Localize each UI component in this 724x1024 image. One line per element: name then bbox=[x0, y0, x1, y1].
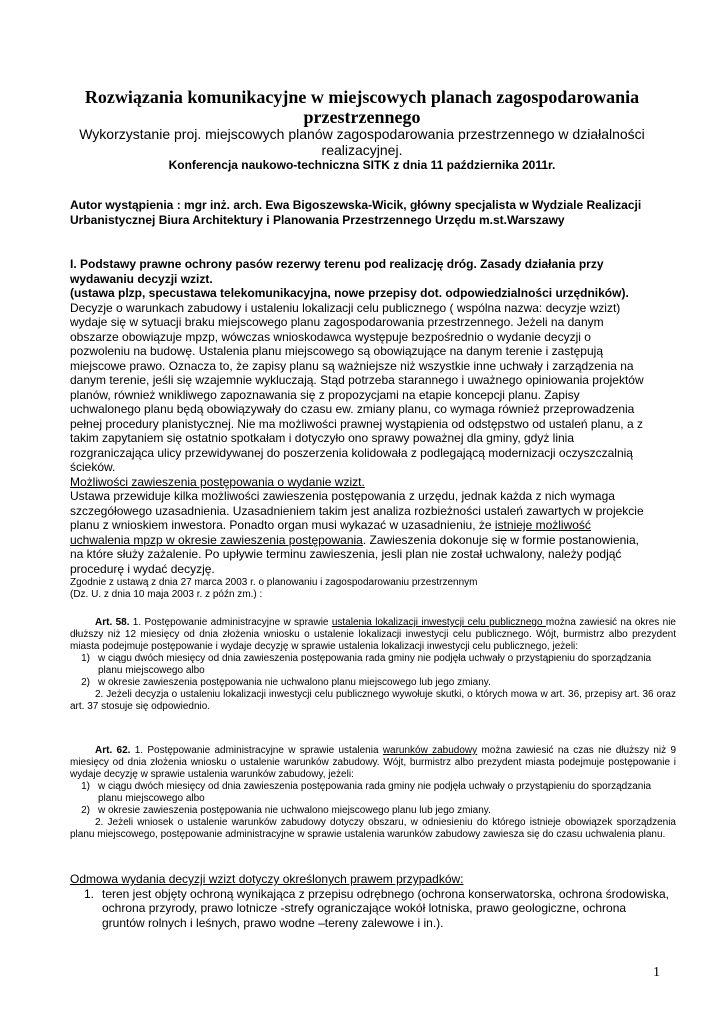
suspension-rest-1: . Zawieszenia dokonuje się w formie postanowienia, bbox=[362, 532, 639, 547]
title-line-1: Rozwiązania komunikacyjne w miejscowych planach zagospodarowania bbox=[84, 87, 640, 107]
section-heading-line-3: (ustawa plzp, specustawa telekomunikacyjna, nowe przepisy dot. odpowiedzialności urzędników). bbox=[70, 286, 629, 300]
article-58-para-2: 2. Jeżeli decyzja o ustaleniu lokalizacji inwestycji celu publicznego wywołuje skutki, o których mowa w art. 36, przepisy art. 36 oraz art. 37 stosuje się odpowiednio. bbox=[70, 689, 676, 712]
list-item-number: 2) bbox=[81, 677, 90, 688]
subtitle-line-1: Wykorzystanie proj. miejscowych planów zagospodarowania przestrzennego w działalności bbox=[79, 126, 645, 142]
refusal-section bbox=[70, 872, 670, 930]
list-item-text: w okresie zawieszenia postępowania nie uchwalono planu miejscowego lub jego zmiany. bbox=[98, 677, 491, 688]
article-58-intro-a: 1. Postępowanie administracyjne w sprawie bbox=[129, 617, 332, 628]
article-62-para-1 bbox=[70, 745, 676, 781]
suspension-heading: Możliwości zawieszenia postępowania o wydanie wzizt. bbox=[70, 474, 365, 489]
law-reference-line-1: Zgodnie z ustawą z dnia 27 marca 2003 r. o planowaniu i zagospodarowaniu przestrzennym bbox=[70, 577, 478, 588]
article-58-label: Art. 58. bbox=[95, 617, 130, 628]
suspension-line-4 bbox=[70, 533, 670, 548]
body-line: wydaje się w sytuacji braku miejscowego planu zagospodarowania przestrzennego. Jeżeli na danym bbox=[70, 315, 604, 329]
page-number: 1 bbox=[653, 965, 660, 980]
article-62-intro-b: można zawiesić na czas nie dłuższy niż 9 miesięcy od dnia złożenia wniosku o ustalenie warunków zabudowy. Wójt, burmistrz albo prezydent miasta podejmuje postępowanie i wydaje decyzję w sprawie ustalenia warunków zabudowy, jeżeli: bbox=[70, 745, 677, 780]
author-line-1: Autor wystąpienia : mgr inż. arch. Ewa Bigoszewska-Wicik, główny specjalista w Wydziale Realizacji bbox=[70, 198, 642, 212]
body-line: planów, również wnikliwego zapoznawania się z propozycjami na etapie koncepcji planu. Zapisy bbox=[70, 387, 580, 402]
list-item bbox=[70, 653, 676, 677]
body-line: obszarze obowiązuje mpzp, wówczas wnioskodawca występuje bezpośrednio o wydanie decyzji o bbox=[70, 329, 591, 344]
article-62 bbox=[70, 745, 676, 841]
section-body bbox=[70, 301, 670, 475]
suspension-underlined-1: istnieje możliwość bbox=[494, 518, 591, 532]
document-title bbox=[60, 87, 664, 127]
suspension-underlined-2: uchwalenia mpzp w okresie zawieszenia postępowania bbox=[70, 532, 363, 547]
body-line: uchwalonego planu będą obowiązywały do czasu ew. zmiany planu, co wymaga również przeprowadzenia bbox=[70, 402, 635, 416]
list-item-text: w ciągu dwóch miesięcy od dnia zawieszenia postępowania rada gminy nie podjęła uchwały o przystąpieniu do sporządzania planu miejscowego albo bbox=[98, 781, 652, 804]
article-58-intro-underlined: ustalenia lokalizacji inwestycji celu publicznego bbox=[331, 617, 546, 628]
body-line: miejscowe prawo. Oznacza to, że zapisy planu są ważniejsze niż wszystkie inne uchwały i zarządzenia na bbox=[70, 358, 634, 373]
list-item-number: 2) bbox=[81, 805, 90, 816]
list-item bbox=[70, 677, 676, 689]
article-62-intro-a: 1. Postępowanie administracyjne w sprawie ustalenia bbox=[130, 745, 383, 756]
list-item-text: w okresie zawieszenia postępowania nie uchwalono miejscowego planu lub jego zmiany. bbox=[98, 805, 491, 816]
body-line: danym terenie, jeśli się wzajemnie wykluczają. Stąd potrzeba starannego i uważnego opiniowania projektów bbox=[70, 373, 644, 387]
suspension-rest-2: na które służy zażalenie. Po upływie terminu zawieszenia, jesli plan nie został uchwalony, należy podjąć bbox=[70, 547, 622, 561]
section-heading-line-1: I. Podstawy prawne ochrony pasów rezerwy terenu pod realizację dróg. Zasady działania przy bbox=[70, 257, 604, 271]
refusal-heading: Odmowa wydania decyzji wzizt dotyczy określonych prawem przypadków: bbox=[70, 872, 464, 886]
section-heading-line-2: wydawaniu decyzji wzizt. bbox=[70, 271, 213, 286]
conference-line: Konferencja naukowo-techniczna SITK z dnia 11 października 2011r. bbox=[168, 158, 556, 172]
list-item-number: 1) bbox=[81, 781, 90, 792]
body-line: pozwoleniu na budowę. Ustalenia planu miejscowego są obowiązujące na danym terenie i zastępują bbox=[70, 344, 603, 358]
body-line: rozgraniczająca ulicy przewidywanej do poszerzenia kolidowała z podlegającą modernizacji oczyszczalnią bbox=[70, 445, 633, 460]
body-line: takim zapytaniem się ostatnio spotkałam i dotyczyło ono sprawy poważnej dla gminy, gdyż linia bbox=[70, 431, 575, 445]
list-item-text: teren jest objęty ochroną wynikająca z przepisu odrębnego (ochrona konserwatorska, ochrona środowiska, ochrona przyrody, prawo lotnicze -strefy ograniczające wokół lotniska, prawo geologiczne, ochrona gruntów rolnych i leśnych, prawo wodne –tereny zalewowe i in.). bbox=[102, 886, 669, 930]
article-62-label: Art. 62. bbox=[95, 745, 131, 756]
title-line-2: przestrzennego bbox=[303, 107, 421, 127]
author-block bbox=[70, 198, 670, 228]
body-line: pełnej procedury planistycznej. Nie ma możliwości prawnej wystąpienia od odstępstwo od ustaleń planu, a z bbox=[70, 416, 643, 431]
suspension-line: Ustawa przewiduje kilka możliwości zawieszenia postępowania z urzędu, jednak każda z nich wymaga bbox=[70, 489, 615, 503]
section-1 bbox=[70, 257, 670, 576]
author-line-2: Urbanistycznej Biura Architektury i Planowania Przestrzennego Urzędu m.st.Warszawy bbox=[70, 213, 565, 227]
subtitle-line-2: realizacyjnej. bbox=[321, 142, 403, 158]
list-item bbox=[70, 805, 676, 817]
article-58-intro-b: można zawiesić na okres nie dłuższy niż 12 miesięcy od dnia złożenia wniosku o ustalenie lokalizacji inwestycji celu publicznego. Wójt, burmistrz albo prezydent miasta podejmuje postępowanie i wydaje decyzję w sprawie ustalenia lokalizacji inwestycji celu publicznego, jeżeli: bbox=[70, 617, 676, 652]
suspension-rest-3: procedurę i wydać decyzję. bbox=[70, 561, 215, 576]
suspension-line-text: planu z wnioskiem inwestora. Ponadto organ musi wykazać w uzasadnieniu, że bbox=[70, 518, 495, 532]
article-62-intro-underlined: warunków zabudowy bbox=[382, 745, 478, 756]
list-item-number: 1. bbox=[83, 886, 94, 901]
list-item bbox=[70, 887, 670, 931]
article-58-para-1 bbox=[70, 617, 676, 653]
law-reference bbox=[70, 577, 670, 601]
law-reference-line-2: (Dz. U. z dnia 10 maja 2003 r. z późn zm.) : bbox=[70, 589, 263, 600]
suspension-line-3 bbox=[70, 518, 670, 533]
list-item bbox=[70, 781, 676, 805]
article-58 bbox=[70, 617, 676, 713]
list-item-number: 1) bbox=[81, 653, 90, 664]
document-subtitle bbox=[60, 126, 664, 158]
body-line: Decyzje o warunkach zabudowy i ustaleniu lokalizacji celu publicznego ( wspólna nazwa: decyzje wzizt) bbox=[70, 300, 621, 315]
body-line: ścieków. bbox=[70, 460, 116, 474]
list-item-text: w ciągu dwóch miesięcy od dnia zawieszenia postępowania rada gminy nie podjęła uchwały o przystąpieniu do sporządzania planu miejscowego albo bbox=[98, 653, 652, 676]
suspension-line: szczegółowego uzasadnienia. Uzasadnieniem takim jest analiza rozbieżności ustaleń zawartych w projekcie bbox=[70, 503, 644, 518]
article-62-para-2: 2. Jeżeli wniosek o ustalenie warunków zabudowy dotyczy obszaru, w odniesieniu do którego istnieje obowiązek sporządzenia planu miejscowego, postępowanie administracyjne w sprawie ustalenia warunków zabudowy zawiesza się do czasu uchwalenia planu. bbox=[70, 817, 676, 840]
